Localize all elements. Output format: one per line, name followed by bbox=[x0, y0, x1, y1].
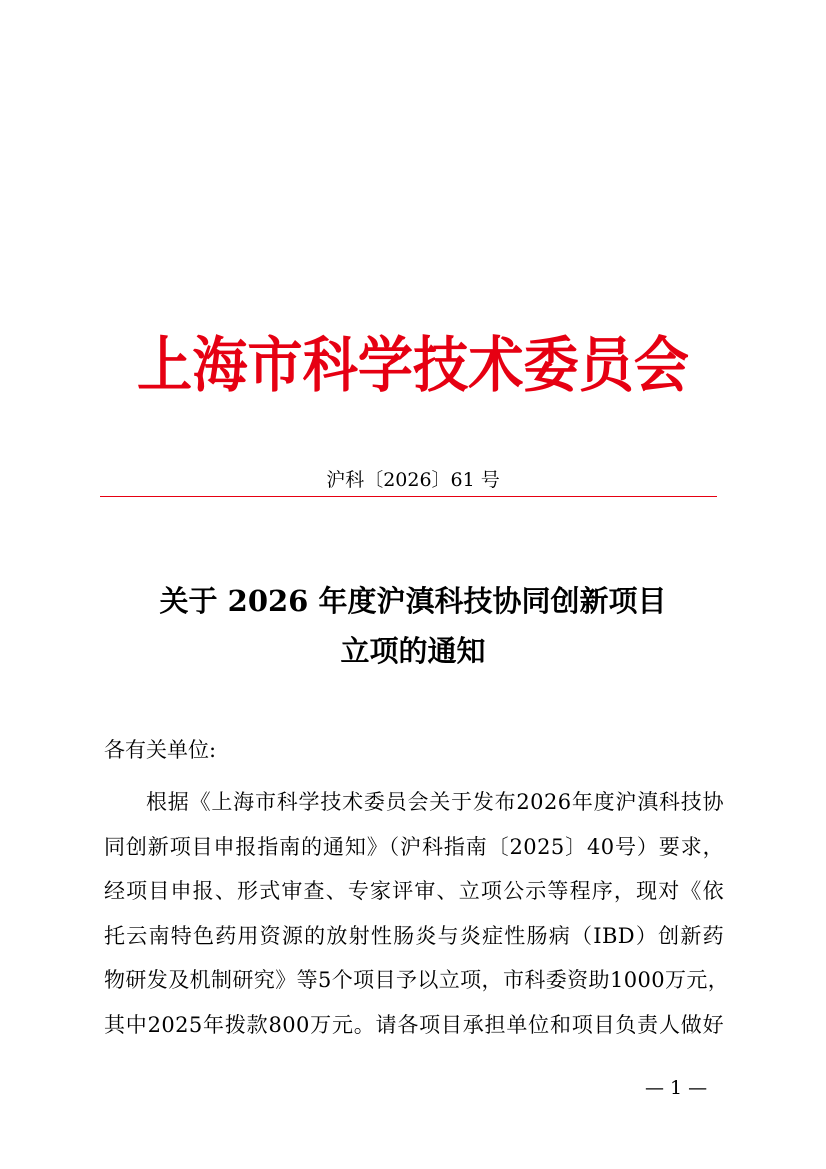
masthead: 上海市科学技术委员会 bbox=[136, 331, 689, 401]
body-line: 同创新项目申报指南的通知》（沪科指南〔2025〕40号）要求， bbox=[104, 834, 724, 859]
document-number: 沪科〔2026〕61 号 bbox=[326, 469, 500, 491]
body-line: 托云南特色药用资源的放射性肠炎与炎症性肠病（IBD）创新药 bbox=[104, 923, 724, 948]
body-line: 物研发及机制研究》等5个项目予以立项，市科委资助1000万元， bbox=[104, 968, 730, 993]
body-paragraph bbox=[104, 786, 730, 1054]
body-line: 根据《上海市科学技术委员会关于发布2026年度沪滇科技协 bbox=[146, 790, 724, 814]
body-line: 经项目申报、形式审查、专家评审、立项公示等程序，现对《依 bbox=[104, 879, 724, 904]
document-title bbox=[0, 576, 826, 676]
salutation: 各有关单位: bbox=[104, 738, 217, 762]
title-line-1: 关于 2026 年度沪滇科技协同创新项目 bbox=[159, 584, 667, 618]
page-number: — 1 — bbox=[645, 1077, 708, 1099]
body-line: 其中2025年拨款800万元。请各项目承担单位和项目负责人做好 bbox=[104, 1012, 724, 1037]
red-divider bbox=[100, 496, 717, 497]
title-line-2: 立项的通知 bbox=[340, 634, 486, 668]
